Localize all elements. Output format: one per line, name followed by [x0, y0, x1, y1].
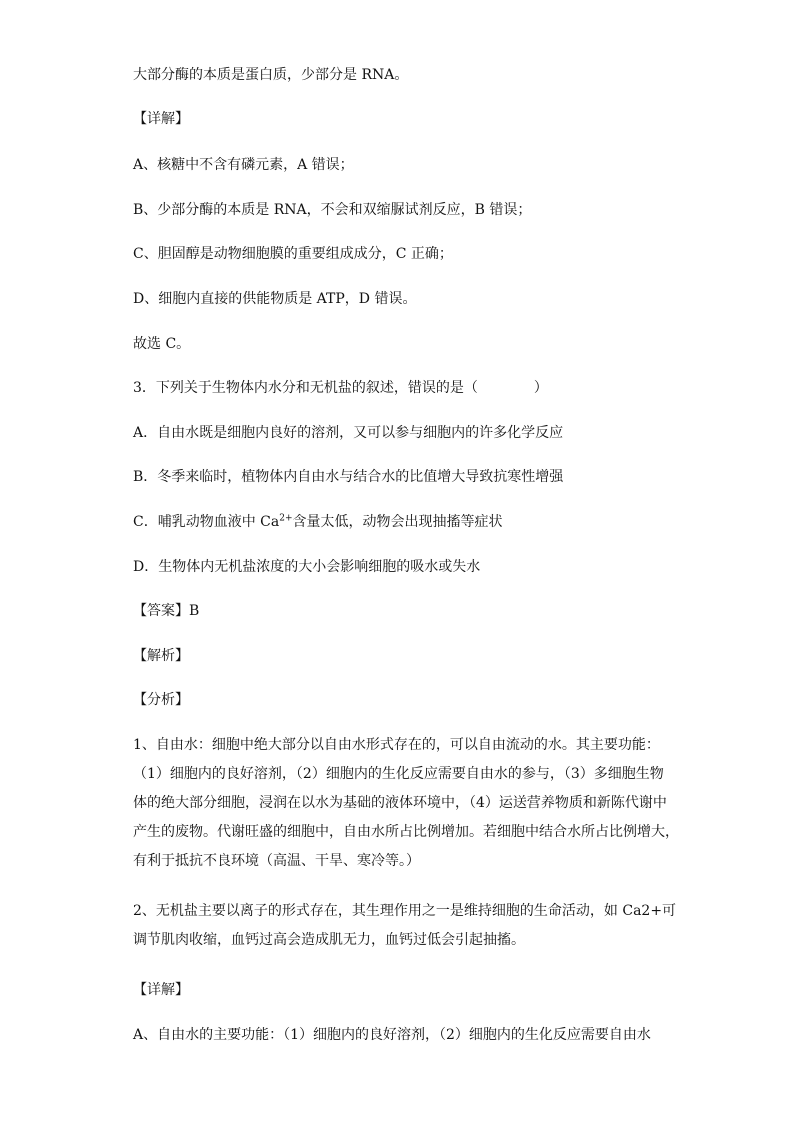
paragraph-1-line-5: 有利于抵抗不良环境（高温、干旱、寒冷等。）	[133, 853, 420, 869]
paragraph-1-line-2: （1）细胞内的良好溶剂，（2）细胞内的生化反应需要自由水的参与，（3）多细胞生物	[133, 766, 664, 782]
detail-heading: 【详解】	[133, 111, 189, 127]
conclusion-text: 故选 C。	[133, 336, 191, 352]
option-b: B．冬季来临时，植物体内自由水与结合水的比值增大导致抗寒性增强	[133, 469, 564, 485]
intro-text: 大部分酶的本质是蛋白质，少部分是 RNA。	[133, 67, 409, 83]
answer-text: 【答案】B	[133, 603, 200, 619]
option-d: D．生物体内无机盐浓度的大小会影响细胞的吸水或失水	[133, 559, 481, 575]
paragraph-1-line-3: 体的绝大部分细胞，浸润在以水为基础的液体环境中，（4）运送营养物质和新陈代谢中	[133, 795, 667, 811]
paragraph-1-line-1: 1、自由水：细胞中绝大部分以自由水形式存在的，可以自由流动的水。其主要功能：	[133, 737, 660, 753]
paragraph-1-line-4: 产生的废物。代谢旺盛的细胞中，自由水所占比例增加。若细胞中结合水所占比例增大，	[133, 824, 679, 840]
explanation-item-c: C、胆固醇是动物细胞膜的重要组成成分，C 正确；	[133, 246, 453, 262]
option-c	[133, 512, 503, 532]
question-3: 3．下列关于生物体内水分和无机盐的叙述，错误的是（ ）	[133, 380, 548, 396]
detail-final-line: A、自由水的主要功能：（1）细胞内的良好溶剂，（2）细胞内的生化反应需要自由水	[133, 1027, 651, 1043]
analysis-heading: 【解析】	[133, 648, 189, 664]
explanation-item-d: D、细胞内直接的供能物质是 ATP，D 错误。	[133, 291, 417, 307]
option-a: A．自由水既是细胞内良好的溶剂，又可以参与细胞内的许多化学反应	[133, 425, 564, 441]
option-c-text-end: 含量太低，动物会出现抽搐等症状	[292, 514, 503, 530]
paragraph-2-line-2: 调节肌肉收缩，血钙过高会造成肌无力，血钙过低会引起抽搐。	[133, 932, 525, 948]
explanation-item-b: B、少部分酶的本质是 RNA，不会和双缩脲试剂反应，B 错误；	[133, 202, 532, 218]
breakdown-heading: 【分析】	[133, 692, 189, 708]
detail-heading-2: 【详解】	[133, 982, 189, 998]
option-c-text-start: C．哺乳动物血液中 Ca	[133, 514, 280, 530]
calcium-charge-superscript: 2+	[279, 513, 293, 524]
explanation-item-a: A、核糖中不含有磷元素，A 错误；	[133, 157, 354, 173]
paragraph-2-line-1: 2、无机盐主要以离子的形式存在，其生理作用之一是维持细胞的生命活动，如 Ca2+可	[133, 903, 677, 919]
